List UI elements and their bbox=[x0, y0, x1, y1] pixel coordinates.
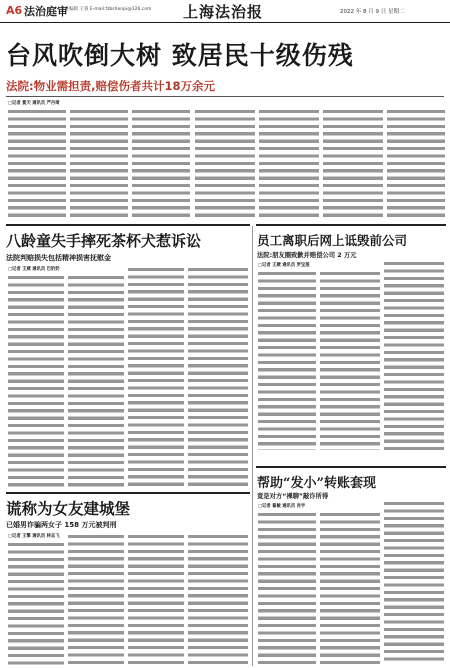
story5-subhead: 竟是对方“裸聊”敲诈所得 bbox=[257, 493, 329, 500]
issue-date: 2022 年 8 月 9 日 星期二 bbox=[340, 9, 405, 15]
story3-subhead: 法院:朋友圈致歉并赔偿公司 2 万元 bbox=[257, 252, 357, 259]
lead-body-col-1 bbox=[8, 108, 66, 218]
story4-body-col-3 bbox=[128, 533, 184, 665]
story4-body-col-1 bbox=[8, 541, 64, 665]
story4-top-rule bbox=[6, 492, 250, 494]
story2-body-col-1 bbox=[8, 274, 64, 488]
story4-byline: □记者 王擎 通讯员 林志飞 bbox=[8, 534, 60, 539]
story2-byline: □记者 王葳 通讯员 巴奶奶 bbox=[8, 267, 60, 272]
story5-body-col-3 bbox=[384, 500, 444, 665]
story3-headline: 员工离职后网上诋毁前公司 bbox=[257, 233, 408, 248]
column-divider bbox=[252, 226, 253, 666]
lead-rule bbox=[6, 96, 444, 97]
story2-headline: 八龄童失手摔死茶杯犬惹诉讼 bbox=[6, 232, 202, 250]
story3-body-col-2 bbox=[320, 270, 380, 450]
story5-byline: □记者 翟敏 通讯员 肖宇 bbox=[258, 504, 306, 509]
lead-byline: □记者 夏天 通讯员 严丹琦 bbox=[8, 101, 60, 106]
story2-subhead: 法院判赔损失包括精神损害抚慰金 bbox=[6, 254, 111, 262]
story5-top-rule bbox=[256, 466, 446, 468]
story2-body-col-4 bbox=[188, 266, 248, 488]
story5-headline: 帮助“发小”转账套现 bbox=[257, 476, 376, 491]
lead-body-col-3 bbox=[132, 108, 190, 218]
lead-subhead: 法院:物业需担责,赔偿伤者共计18万余元 bbox=[6, 79, 215, 93]
lead-body-col-2 bbox=[70, 108, 128, 218]
story2-top-rule bbox=[6, 224, 250, 226]
lead-body-col-6 bbox=[323, 108, 383, 218]
story3-byline: □记者 王葳 通讯员 罗宝莲 bbox=[258, 263, 310, 268]
story5-body-col-2 bbox=[320, 511, 380, 665]
story3-body-col-3 bbox=[384, 260, 444, 450]
story3-top-rule bbox=[256, 224, 446, 226]
lead-headline: 台风吹倒大树 致居民十级伤残 bbox=[6, 41, 354, 70]
story4-body-col-4 bbox=[188, 533, 248, 665]
story2-body-col-3 bbox=[128, 266, 184, 488]
lead-body-col-7 bbox=[387, 108, 445, 218]
editor-line: 责任编辑 王睿 E-mail:fzbshenpi@126.com bbox=[60, 7, 152, 12]
masthead-logo: 上海法治报 bbox=[183, 3, 264, 21]
story5-body-col-1 bbox=[258, 511, 316, 665]
story4-subhead: 已婚男诈骗两女子 158 万元被判刑 bbox=[6, 521, 117, 529]
story2-body-col-2 bbox=[68, 274, 124, 488]
lead-body-col-5 bbox=[259, 108, 319, 218]
story4-headline: 谎称为女友建城堡 bbox=[6, 499, 131, 518]
story4-body-col-2 bbox=[68, 533, 124, 665]
section-title: 法治庭审 bbox=[24, 5, 68, 18]
page-number: A6 bbox=[6, 4, 23, 17]
lead-body-col-4 bbox=[195, 108, 255, 218]
story3-body-col-1 bbox=[258, 270, 316, 450]
